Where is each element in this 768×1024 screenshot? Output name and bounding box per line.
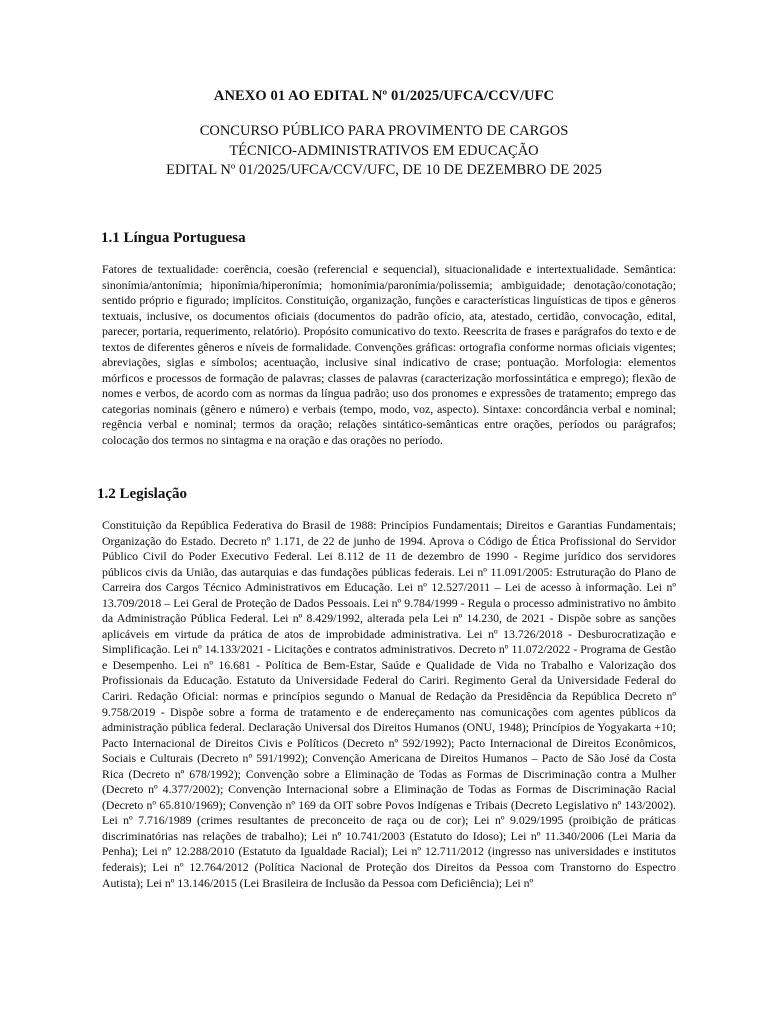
section-title-legislacao: 1.2 Legislação (97, 486, 187, 502)
document-header (0, 87, 768, 181)
section-body-lingua-portuguesa: Fatores de textualidade: coerência, coesão (referencial e sequencial), situacionalidade e intertextualidade. Semântica: sinonímia/antonímia; hiponímia/hiperonímia; homonímia/paronímia/polissemia; ambiguidade; denotação/conotação; sentido próprio e figurado; implícitos. Constituição, organização, funções e características linguísticas de tipos e gêneros textuais, inclusive, os documentos oficiais (documentos do padrão ofício, ata, atestado, certidão, convocação, edital, parecer, portaria, requerimento, relatório). Propósito comunicativo do texto. Reescrita de frases e parágrafos do texto e de textos de diferentes gêneros e níveis de formalidade. Convenções gráficas: ortografia conforme normas oficiais vigentes; abreviações, siglas e símbolos; acentuação, inclusive sinal indicativo de crase; pontuação. Morfologia: elementos mórficos e processos de formação de palavras; classes de palavras (caracterização morfossintática e emprego); flexão de nomes e verbos, de acordo com as normas da língua padrão; uso dos pronomes e expressões de tratamento; emprego das categorias nominais (gênero e número) e verbais (tempo, modo, voz, aspecto). Sintaxe: concordância verbal e nominal; regência verbal e nominal; termos da oração; relações sintático-semânticas entre orações, períodos ou parágrafos; colocação dos termos no sintagma e na oração e das orações no período. (102, 262, 676, 448)
subtitle-line-2: TÉCNICO-ADMINISTRATIVOS EM EDUCAÇÃO (229, 142, 539, 159)
section-title-lingua-portuguesa: 1.1 Língua Portuguesa (101, 230, 246, 246)
section-body-legislacao: Constituição da República Federativa do Brasil de 1988: Princípios Fundamentais; Direitos e Garantias Fundamentais; Organização do Estado. Decreto nº 1.171, de 22 de junho de 1994. Aprova o Código de Ética Profissional do Servidor Público Civil do Poder Executivo Federal. Lei 8.112 de 11 de dezembro de 1990 - Regime jurídico dos servidores públicos civis da União, das autarquias e das fundações públicas federais. Lei nº 11.091/2005: Estruturação do Plano de Carreira dos Cargos Técnico Administrativos em Educação. Lei nº 12.527/2011 – Lei de acesso à informação. Lei nº 13.709/2018 – Lei Geral de Proteção de Dados Pessoais. Lei nº 9.784/1999 - Regula o processo administrativo no âmbito da Administração Pública Federal. Lei nº 8.429/1992, alterada pela Lei nº 14.230, de 2021 - Dispõe sobre as sanções aplicáveis em virtude da prática de atos de improbidade administrativa. Lei nº 13.726/2018 - Desburocratização e Simplificação. Lei nº 14.133/2021 - Licitações e contratos administrativos. Decreto nº 11.072/2022 - Programa de Gestão e Desempenho. Lei nº 16.681 - Política de Bem-Estar, Saúde e Qualidade de Vida no Trabalho e Valorização dos Profissionais da Educação. Estatuto da Universidade Federal do Cariri. Regimento Geral da Universidade Federal do Cariri. Redação Oficial: normas e princípios segundo o Manual de Redação da Presidência da República Decreto nº 9.758/2019 - Dispõe sobre a forma de tratamento e de endereçamento nas comunicações com agentes públicos da administração pública federal. Declaração Universal dos Direitos Humanos (ONU, 1948); Princípios de Yogyakarta +10; Pacto Internacional de Direitos Civis e Políticos (Decreto nº 592/1992); Pacto Internacional de Direitos Econômicos, Sociais e Culturais (Decreto nº 591/1992); Convenção Americana de Direitos Humanos – Pacto de São José da Costa Rica (Decreto nº 678/1992); Convenção sobre a Eliminação de Todas as Formas de Discriminação contra a Mulher (Decreto nº 4.377/2002); Convenção Internacional sobre a Eliminação de Todas as Formas de Discriminação Racial (Decreto nº 65.810/1969); Convenção nº 169 da OIT sobre Povos Indígenas e Tribais (Decreto Legislativo nº 143/2002). Lei nº 7.716/1989 (crimes resultantes de preconceito de raça ou de cor); Lei nº 9.029/1995 (proibição de práticas discriminatórias nas relações de trabalho); Lei nº 10.741/2003 (Estatuto do Idoso); Lei nº 11.340/2006 (Lei Maria da Penha); Lei nº 12.288/2010 (Estatuto da Igualdade Racial); Lei nº 12.711/2012 (ingresso nas universidades e institutos federais); Lei nº 12.764/2012 (Política Nacional de Proteção dos Direitos da Pessoa com Transtorno do Espectro Autista); Lei nº 13.146/2015 (Lei Brasileira de Inclusão da Pessoa com Deficiência); Lei nº (102, 518, 676, 890)
subtitle-line-3: EDITAL Nº 01/2025/UFCA/CCV/UFC, DE 10 DE DEZEMBRO DE 2025 (166, 162, 602, 178)
edital-subtitle (0, 122, 768, 181)
annex-title: ANEXO 01 AO EDITAL Nº 01/2025/UFCA/CCV/UFC (213, 88, 555, 104)
subtitle-line-1: CONCURSO PÚBLICO PARA PROVIMENTO DE CARGOS (199, 123, 569, 139)
